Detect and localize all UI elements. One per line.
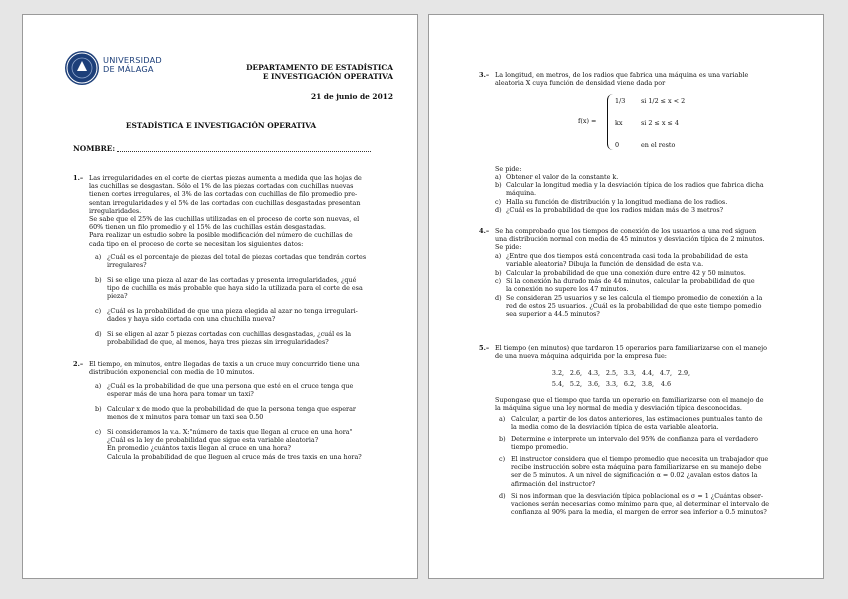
question-2c: c) Si consideramos la v.a. X:"número de taxis que llegan al cruce en una hora" ¿Cuál es la ley de probabilidad que sigue esta variable aleatoria? En promedio ¿cuántos taxis llegan al cruce en una hora? Calcula la probabilidad de que lleguen al cruce más de tres taxis en una hora? xyxy=(95,428,362,461)
case-3-condition: en el resto xyxy=(641,141,676,149)
question-2b: b) Calcular x de modo que la probabilidad de que la persona tenga que esperar menos de x minutos para tomar un taxi sea 0.50 xyxy=(95,405,356,422)
university-name: UNIVERSIDAD DE MÁLAGA xyxy=(103,55,162,75)
name-field-line xyxy=(117,151,371,152)
exam-title: ESTADÍSTICA E INVESTIGACIÓN OPERATIVA xyxy=(125,121,317,130)
question-5b: b) Determine e interprete un intervalo del 95% de confianza para el verdadero tiempo promedio. xyxy=(499,435,759,452)
case-3-expression: 0 xyxy=(615,141,620,149)
question-1a: a) ¿Cuál es el porcentaje de piezas del total de piezas cortadas que tendrán cortes irregulares? xyxy=(95,253,367,270)
question-3a: a) Obtener el valor de la constante k. xyxy=(495,173,619,181)
question-3-pide: Se pide: xyxy=(495,165,522,173)
exam-page-2 xyxy=(428,14,824,579)
question-2a: a) ¿Cuál es la probabilidad de que una persona que esté en el cruce tenga que esperar más de una hora para tomar un taxi? xyxy=(95,382,354,399)
question-4a: a) ¿Entre que dos tiempos está concentrada casi toda la probabilidad de esta variable aleatoria? Dibuja la función de densidad de esta v.a. xyxy=(495,252,748,269)
density-function-label: f(x) = xyxy=(578,117,597,125)
question-1d: d) Si se eligen al azar 5 piezas cortadas con cuchillas desgastadas, ¿cuál es la probabilidad de que, al menos, haya tres piezas sin irregularidades? xyxy=(95,330,352,347)
department-header: DEPARTAMENTO DE ESTADÍSTICA E INVESTIGACIÓN OPERATIVA xyxy=(246,63,393,81)
case-2-expression: kx xyxy=(615,119,623,127)
question-4-number: 4.– xyxy=(479,227,490,235)
case-1-condition: si 1/2 ≤ x < 2 xyxy=(641,97,686,105)
question-5-intro: El tiempo (en minutos) que tardaron 15 operarios para familiarizarse con el manejo de una nueva máquina adquirida por la empresa fue: xyxy=(495,344,767,361)
university-seal-icon xyxy=(65,51,99,85)
question-1c: c) ¿Cuál es la probabilidad de que una pieza elegida al azar no tenga irregulari- dades y haya sido cortada con una chuchilla nueva? xyxy=(95,307,358,324)
question-3-intro: La longitud, en metros, de los radios que fabrica una máquina es una variable aleatoria X cuya función de densidad viene dada por xyxy=(495,71,749,88)
question-3b: b) Calcular la longitud media y la desviación típica de los radios que fabrica dicha máquina. xyxy=(495,181,764,198)
question-4b: b) Calcular la probabilidad de que una conexión dure entre 42 y 50 minutos. xyxy=(495,269,746,277)
exam-date: 21 de junio de 2012 xyxy=(310,92,393,101)
data-row-1: 3.2, 2.6, 4.3, 2.5, 3.3, 4.4, 4.7, 2.9, xyxy=(551,369,691,377)
exam-page-1 xyxy=(22,14,418,579)
question-5a: a) Calcular, a partir de los datos anteriores, las estimaciones puntuales tanto de la media como de la desviación típica de esta variable aleatoria. xyxy=(499,415,763,432)
question-2-number: 2.– xyxy=(73,360,84,368)
case-2-condition: si 2 ≤ x ≤ 4 xyxy=(641,119,679,127)
question-5-number: 5.– xyxy=(479,344,490,352)
question-1-intro: Las irregularidades en el corte de ciertas piezas aumenta a medida que las hojas de las cuchillas se desgastan. Sólo el 1% de las piezas cortadas con cuchillas nuevas tienen cortes irregulares, el 3% de las cortadas con cuchillas de filo promedio pre- sentan irregularidades y el 5% de las cortadas con cuchillas desgastadas presentan irregularidades. Se sabe que el 25% de las cuchillas utilizadas en el proceso de corte son nuevas, el 60% tienen un filo promedio y el 15% de las cuchillas están desgastadas. Para realizar un estudio sobre la posible modificación del número de cuchillas de cada tipo en el proceso de corte se necesitan los siguientes datos: xyxy=(89,174,362,248)
question-2-intro: El tiempo, en minutos, entre llegadas de taxis a un cruce muy concurrido tiene una distribución exponencial con media de 10 minutos. xyxy=(89,360,360,377)
question-4d: d) Se consideran 25 usuarios y se les calcula el tiempo promedio de conexión a la red de estos 25 usuarios. ¿Cuál es la probabilidad de que este tiempo pomedio sea superior a 44.5 minutos? xyxy=(495,294,763,319)
question-5d: d) Si nos informan que la desviación típica poblacional es σ = 1 ¿Cuántas obser- vaciones serán necesarias como mínimo para que, al determinar el intervalo de confianza al 90% para la media, el margen de error sea inferior a 0.5 minutos? xyxy=(499,492,770,517)
question-3c: c) Halla su función de distribución y la longitud mediana de los radios. xyxy=(495,198,728,206)
question-5-context: Supongase que el tiempo que tarda un operario en familiarizarse con el manejo de la máquina sigue una ley normal de media y desviación típica desconocidas. xyxy=(495,396,764,413)
piecewise-brace xyxy=(607,94,614,150)
question-4-intro: Se ha comprobado que los tiempos de conexión de los usuarios a una red siguen una distribución normal con media de 45 minutos y desviación típica de 2 minutos. Se pide: xyxy=(495,227,765,252)
question-1-number: 1.– xyxy=(73,174,84,182)
name-label: NOMBRE: xyxy=(73,144,116,153)
question-4c: c) Si la conexión ha durado más de 44 minutos, calcular la probabilidad de que la conexión no supere los 47 minutos. xyxy=(495,277,755,294)
question-3d: d) ¿Cuál es la probabilidad de que los radios midan más de 3 metros? xyxy=(495,206,724,214)
data-row-2: 5.4, 5.2, 3.6, 3.3, 6.2, 3.8, 4.6 xyxy=(551,380,672,388)
question-1b: b) Si se elige una pieza al azar de las cortadas y presenta irregularidades, ¿qué tipo de cuchilla es más probable que haya sido la utilizada para el corte de esa pieza? xyxy=(95,276,363,301)
question-3-number: 3.– xyxy=(479,71,490,79)
question-5c: c) El instructor considera que el tiempo promedio que necesita un trabajador que recibe instrucción sobre esta máquina para familiarizarse en su manejo debe ser de 5 minutos. A un nivel de significación α = 0.02 ¿avalan estos datos la afirmación del instructor? xyxy=(499,455,769,488)
case-1-expression: 1/3 xyxy=(615,97,626,105)
